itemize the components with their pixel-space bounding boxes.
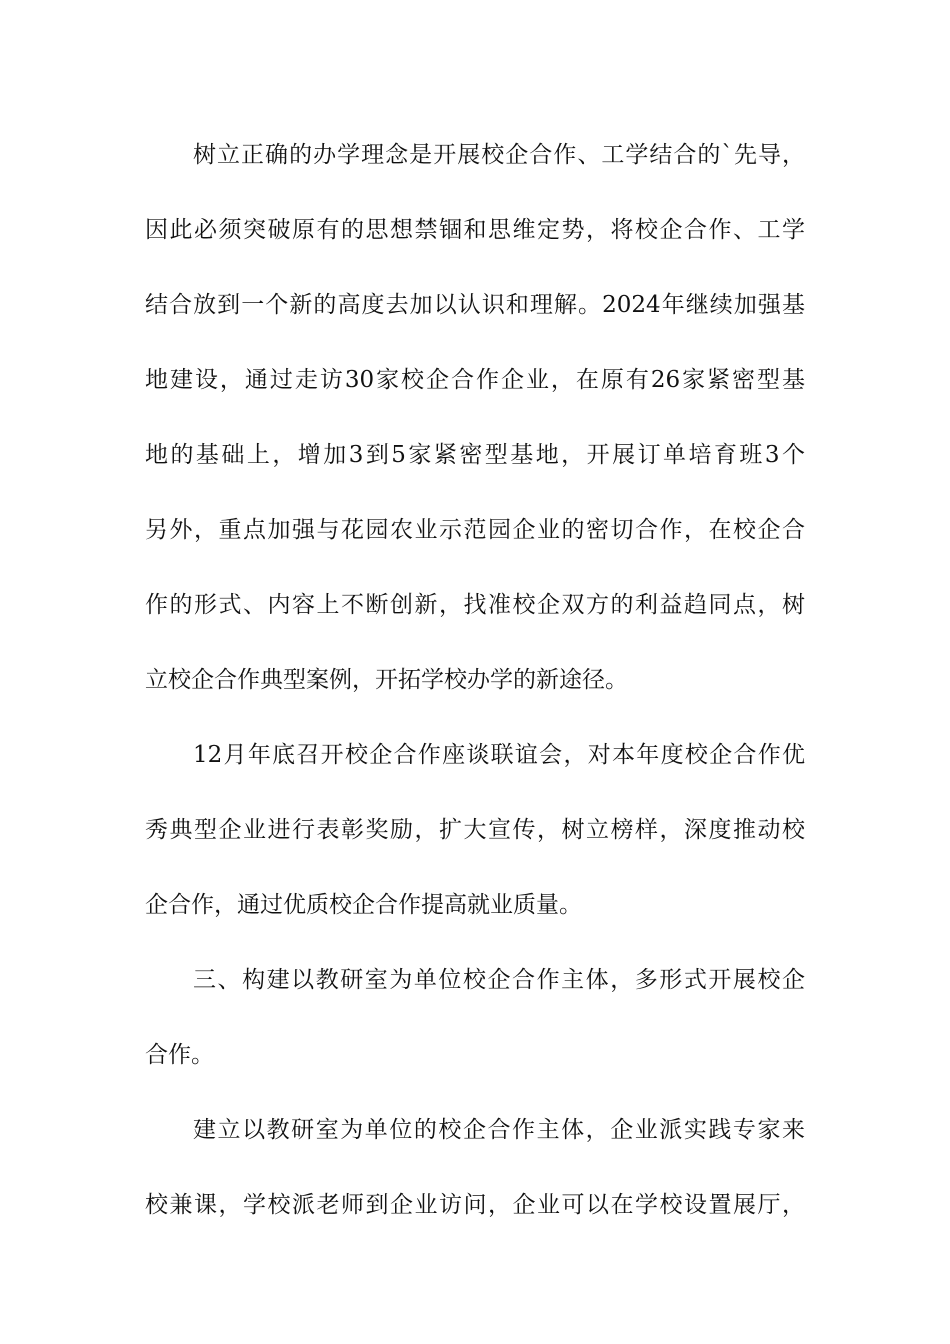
paragraph-3-line-1: 建立以教研室为单位的校企合作主体，企业派实践专家来 xyxy=(193,1117,805,1143)
section-heading-line-2: 合作。 xyxy=(145,1042,214,1068)
paragraph-1-line-5: 地的基础上，增加3到5家紧密型基地，开展订单培育班3个 xyxy=(145,442,805,468)
paragraph-1-line-4: 地建设，通过走访30家校企合作企业，在原有26家紧密型基 xyxy=(145,367,805,393)
paragraph-1-line-7: 作的形式、内容上不断创新，找准校企双方的利益趋同点，树 xyxy=(145,592,805,618)
section-heading-line-1: 三、构建以教研室为单位校企合作主体，多形式开展校企 xyxy=(193,967,805,993)
paragraph-2-line-3: 企合作，通过优质校企合作提高就业质量。 xyxy=(145,892,582,918)
paragraph-1-line-3: 结合放到一个新的高度去加以认识和理解。2024年继续加强基 xyxy=(145,292,805,318)
paragraph-2-line-2: 秀典型企业进行表彰奖励，扩大宣传，树立榜样，深度推动校 xyxy=(145,817,805,843)
paragraph-1-line-1: 树立正确的办学理念是开展校企合作、工学结合的`先导， xyxy=(193,142,805,168)
paragraph-1-line-6: 另外，重点加强与花园农业示范园企业的密切合作，在校企合 xyxy=(145,517,805,543)
paragraph-1-line-2: 因此必须突破原有的思想禁锢和思维定势，将校企合作、工学 xyxy=(145,217,805,243)
paragraph-1-line-8: 立校企合作典型案例，开拓学校办学的新途径。 xyxy=(145,667,628,693)
paragraph-3-line-2: 校兼课，学校派老师到企业访问，企业可以在学校设置展厅， xyxy=(145,1192,805,1218)
paragraph-2-line-1: 12月年底召开校企合作座谈联谊会，对本年度校企合作优 xyxy=(193,742,805,768)
